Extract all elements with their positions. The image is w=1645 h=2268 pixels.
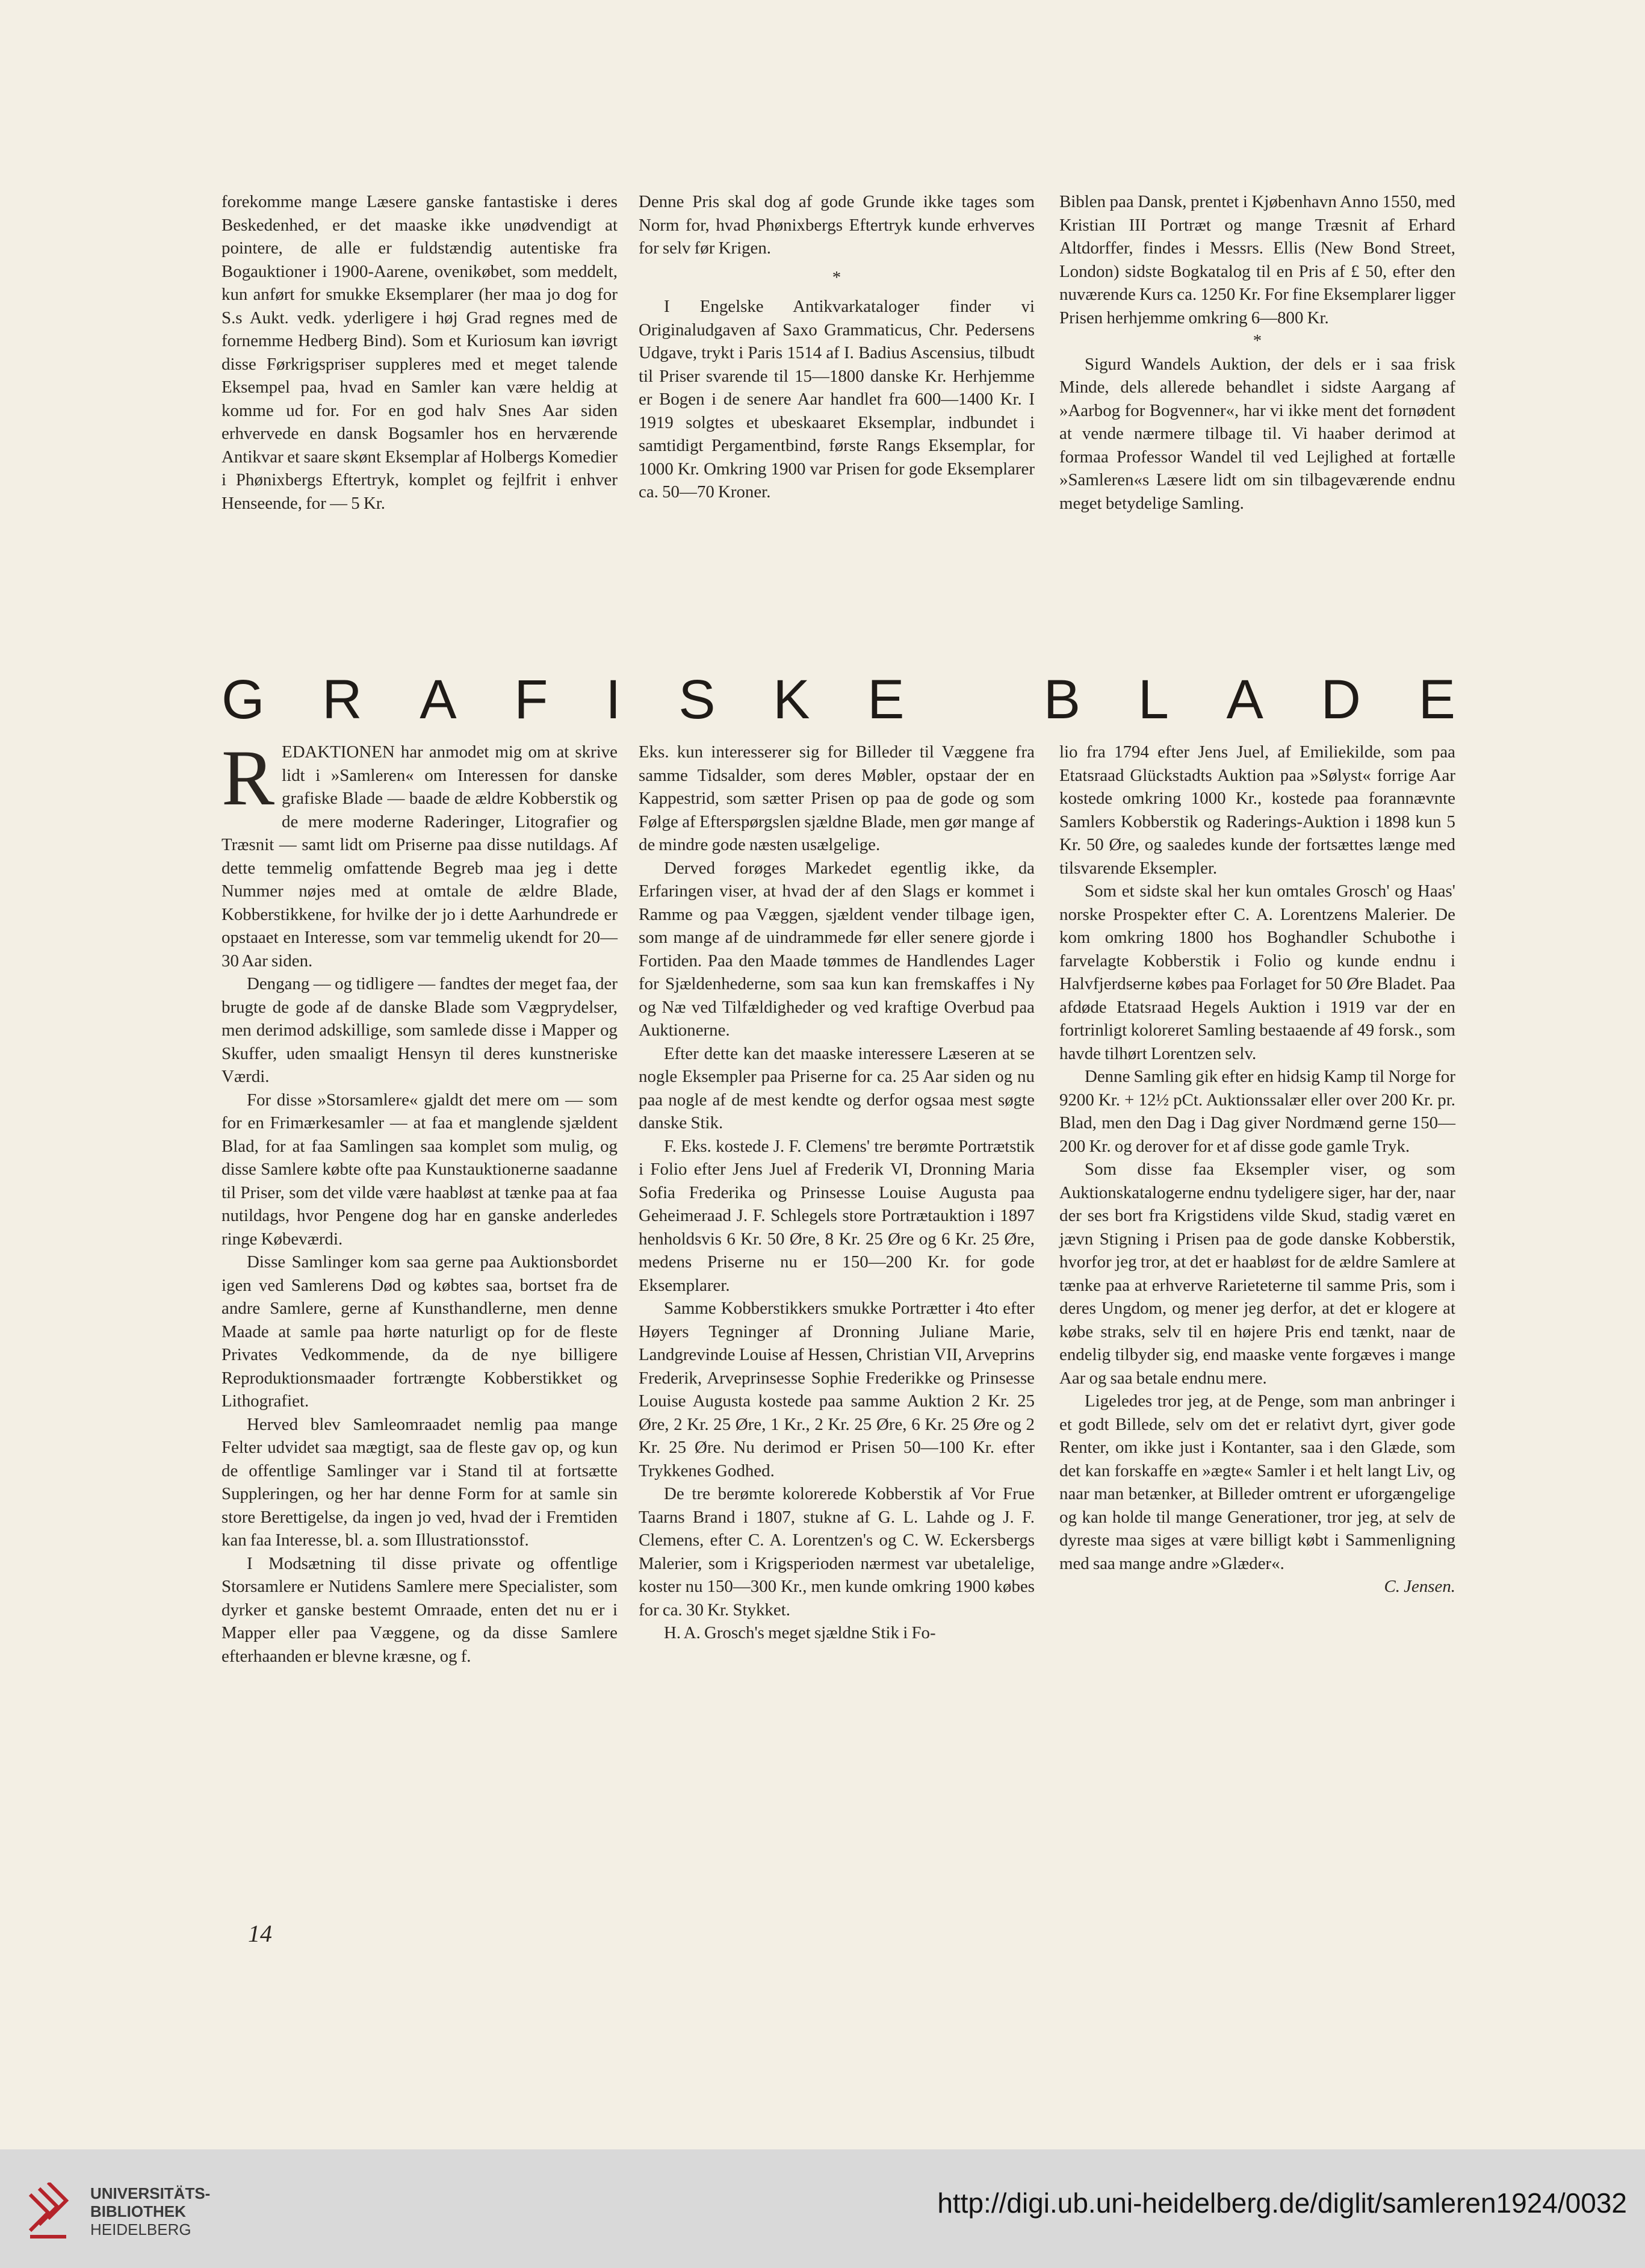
- heading-letter: I: [606, 668, 621, 730]
- heading-letter: E: [1418, 668, 1455, 730]
- article-paragraph: H. A. Grosch's meget sjældne Stik i Fo-: [664, 1623, 936, 1642]
- section-asterisk: *: [832, 267, 841, 287]
- article-column-1: [222, 733, 618, 1668]
- heading-letter: L: [1138, 668, 1169, 730]
- heading-letter: E: [867, 668, 905, 730]
- article-paragraph: Eks. kun interesserer sig for Billeder til Væggene fra samme Tidsalder, som deres Møbler, opstaar der en Kappestrid, som sætter Prisen op paa de gode og som Følge af Efterspørgslen sjældne Blade, men gør mange af de mindre gode næsten usælgelige.: [639, 742, 1035, 854]
- heading-letter: D: [1321, 668, 1361, 730]
- article-paragraph: Som et sidste skal her kun omtales Grosch' og Haas' norske Prospekter efter C. A. Lorentzens Malerier. De kom omkring 1800 hos Boghandler Schubothe i farvelagte Kobberstik i Folio og kunde endnu i Halvfjerdserne købes paa Forlaget for 50 Øre Bladet. Paa afdøde Etatsraad Hegels Auktion i 1919 var der en fortrinligt koloreret Samling bestaaende af 49 forsk., som havde tilhørt Lorentzen selv.: [1059, 881, 1455, 1063]
- article-paragraph: I Modsætning til disse private og offentlige Storsamlere er Nutidens Samlere mere Specialister, som dyrker et ganske bestemt Omraade, enten det nu er i Mapper eller paa Væggene, og da disse Samlere efterhaanden er blevne kræsne, og f.: [222, 1553, 618, 1666]
- article-paragraph: De tre berømte kolorerede Kobberstik af Vor Frue Taarns Brand i 1807, stukne af G. L. Lahde og J. F. Clemens, efter C. A. Lorentzen's og C. W. Eckersbergs Malerier, som i Krigsperioden nærmest var ubetalelige, koster nu 150—300 Kr., men kunde omkring 1900 købes for ca. 30 Kr. Stykket.: [639, 1484, 1035, 1620]
- heading-letter: A: [420, 668, 457, 730]
- top-column-1: [222, 190, 618, 515]
- library-name: UNIVERSITÄTS- BIBLIOTHEK HEIDELBERG: [90, 2184, 211, 2238]
- section-heading: [222, 670, 1455, 730]
- author-signature: C. Jensen.: [1384, 1577, 1455, 1596]
- source-url-link[interactable]: http://digi.ub.uni-heidelberg.de/diglit/samleren1924/0032: [937, 2187, 1627, 2219]
- article-paragraph: Efter dette kan det maaske interessere Læseren at se nogle Eksempler paa Priserne for ca. 25 Aar siden og nu paa nogle af de mest kendte og derfor ogsaa mest søgte danske Stik.: [639, 1043, 1035, 1132]
- article-paragraph: lio fra 1794 efter Jens Juel, af Emiliekilde, som paa Etatsraad Glückstadts Auktion paa »Sølyst« forrige Aar kostede omkring 1000 Kr., kostede paa forannævnte Samlers Kobberstik og Raderings-Auktion i 1898 kun 5 Kr. 50 Øre, og saaledes kunde der fortsættes længe med tilsvarende Eksempler.: [1059, 742, 1455, 878]
- top-column-3: [1059, 190, 1455, 515]
- section-asterisk: *: [1253, 331, 1262, 350]
- heading-letter: F: [514, 668, 548, 730]
- top-col2-paragraph-2: I Engelske Antikvarkataloger finder vi Originaludgaven af Saxo Grammaticus, Chr. Pedersens Udgave, trykt i Paris 1514 af I. Badius Ascensius, tilbudt til Priser svarende til 15—1800 danske Kr. Herhjemme er Bogen i de senere Aar handlet fra 600—1400 Kr. I 1919 solgtes et ubeskaaret Eksemplar, indbundet i samtidigt Pergamentbind, første Rangs Eksemplar, for 1000 Kr. Omkring 1900 var Prisen for gode Eksemplarer ca. 50—70 Kroner.: [639, 297, 1035, 502]
- top-column-2: [639, 190, 1035, 504]
- top-col2-paragraph-1: Denne Pris skal dog af gode Grunde ikke tages som Norm for, hvad Phønixbergs Eftertryk kunde erhverves for selv før Krigen.: [639, 192, 1035, 258]
- article-paragraph: Derved forøges Markedet egentlig ikke, da Erfaringen viser, at hvad der af den Slags er kommet i Ramme og paa Væggen, sjældent vender tilbage igen, som mange af de uindrammede før eller senere gjorde i Fortiden. Paa den Maade tømmes de Handlendes Lager for Sjældenhederne, som saa kun kan fremskaffes i Ny og Næ ved Tilfældigheder og ved kraftige Overbud paa Auktionerne.: [639, 858, 1035, 1040]
- heading-letter: G: [222, 668, 265, 730]
- top-col3-paragraph-2: Sigurd Wandels Auktion, der dels er i saa frisk Minde, dels allerede behandlet i sidste Aargang af »Aarbog for Bogvenner«, har vi ikke ment det fornødent at vende nærmere tilbage til. Vi haaber derimod at formaa Professor Wandel til ved Lejlighed at fortælle »Samleren«s Læsere lidt om sin tilbageværende endnu meget betydelige Samling.: [1059, 354, 1455, 513]
- university-library-logo-icon: [18, 2183, 78, 2243]
- heading-letter: K: [773, 668, 810, 730]
- article-column-2: [639, 741, 1035, 1645]
- article-paragraph: Herved blev Samleomraadet nemlig paa mange Felter udvidet saa mægtigt, saa de fleste gav op, og kun de offentlige Samlinger var i Stand til at fortsætte Suppleringen, og her har denne Form for at samle sin store Berettigelse, da ingen jo ved, hvad der i Fremtiden kan faa Interesse, bl. a. som Illustrationsstof.: [222, 1414, 618, 1550]
- article-paragraph: Disse Samlinger kom saa gerne paa Auktionsbordet igen ved Samlerens Død og købtes saa, bortset fra de andre Samlere, gerne af Kunsthandlerne, men denne Maade at samle paa hørte naturligt op for de fleste Privates Vedkommende, da de nye billigere Reproduktionsmaader fortrængte Kobberstikket og Lithografiet.: [222, 1252, 618, 1411]
- article-paragraph: Ligeledes tror jeg, at de Penge, som man anbringer i et godt Billede, selv om det er relativt dyrt, giver gode Renter, om ikke just i Kontanter, saa i den Glæde, som det kan forskaffe en »ægte« Samler i et helt langt Liv, og naar man betænker, at Billeder omtrent er uforgængelige og kan holde til mange Generationer, tror jeg, at selv de dyreste maa siges at være billigt købt i Sammenligning med saa mange andre »Glæder«.: [1059, 1391, 1455, 1573]
- article-paragraph-1: REDAKTIONEN har anmodet mig om at skrive lidt i »Samleren« om Interessen for danske grafiske Blade — baade de ældre Kobberstik og de mere moderne Raderinger, Litografier og Træsnit — samt lidt om Priserne paa disse nutildags. Af dette temmelig omfattende Begreb maa jeg i dette Nummer nøjes med at omtale de ældre Blade, Kobberstikkene, for hvilke der jo i dette Aarhundrede er opstaaet en Interesse, som var temmelig ukendt for 20—30 Aar siden.: [222, 733, 618, 971]
- heading-letter: B: [1043, 668, 1081, 730]
- article-paragraph: Dengang — og tidligere — fandtes der meget faa, der brugte de gode af de danske Blade som Vægprydelser, men derimod adskillige, som samlede disse i Mapper og Skuffer, uden smaaligt Hensyn til deres kunstneriske Værdi.: [222, 974, 618, 1086]
- drop-cap: R: [222, 733, 275, 822]
- article-paragraph: Som disse faa Eksempler viser, og som Auktionskatalogerne endnu tydeligere siger, har der, naar der ses bort fra Krigstidens vilde Skud, stadig været en jævn Stigning i Prisen paa de gode danske Kobberstik, hvorfor jeg tror, at det er haabløst for de ældre Samlere at tænke paa at erhverve Rarieteterne til samme Pris, som i deres Ungdom, og mener jeg derfor, at det er klogere at købe straks, selv til en højere Pris end tænkt, naar de endelig tilbyder sig, end maaske vente forgæves i mange Aar og saa betale endnu mere.: [1059, 1160, 1455, 1388]
- page-number: 14: [248, 1920, 272, 1947]
- article-column-3: [1059, 741, 1455, 1598]
- top-col3-paragraph-1: Biblen paa Dansk, prentet i Kjøbenhavn Anno 1550, med Kristian III Portræt og mange Træsnit af Erhard Altdorffer, findes i Messrs. Ellis (New Bond Street, London) sidste Bogkatalog til en Pris af £ 50, efter den nuværende Kurs ca. 1250 Kr. For fine Eksemplarer ligger Prisen herhjemme omkring 6—800 Kr.: [1059, 192, 1455, 328]
- article-paragraph: F. Eks. kostede J. F. Clemens' tre berømte Portrætstik i Folio efter Jens Juel af Frederik VI, Dronning Maria Sofia Frederika og Prinsesse Louise Augusta paa Geheimeraad J. F. Schlegels store Portrætauktion i 1897 henholdsvis 6 Kr. 50 Øre, 8 Kr. 25 Øre og 6 Kr. 25 Øre, medens Priserne nu er 150—200 Kr. for gode Eksemplarer.: [639, 1136, 1035, 1295]
- article-paragraph: For disse »Storsamlere« gjaldt det mere om — som for en Frimærkesamler — at faa et manglende sjældent Blad, for at faa Samlingen saa komplet som mulig, og disse Samlere købte ofte paa Kunstauktionerne saadanne til Priser, som det vilde være haabløst at tænke paa at faa nutildags, hvor Pengene dog har en ganske anderledes ringe Købeværdi.: [222, 1090, 618, 1249]
- heading-letter: S: [678, 668, 716, 730]
- heading-letter: A: [1226, 668, 1263, 730]
- article-paragraph: Samme Kobberstikkers smukke Portrætter i 4to efter Høyers Tegninger af Dronning Juliane Marie, Landgrevinde Louise af Hessen, Christian VII, Arveprins Frederik, Arveprinsesse Sophie Frederikke og Prinsesse Louise Augusta kostede paa samme Auktion 2 Kr. 25 Øre, 2 Kr. 25 Øre, 1 Kr., 2 Kr. 25 Øre, 6 Kr. 25 Øre og 2 Kr. 25 Øre. Nu derimod er Prisen 50—100 Kr. efter Trykkenes Godhed.: [639, 1299, 1035, 1480]
- article-paragraph: Denne Samling gik efter en hidsig Kamp til Norge for 9200 Kr. + 12½ pCt. Auktionssalær eller over 200 Kr. pr. Blad, men den Dag i Dag giver Nordmænd gerne 150—200 Kr. og derover for et af disse gode gamle Tryk.: [1059, 1067, 1455, 1156]
- heading-letter: R: [322, 668, 362, 730]
- top-col1-paragraph: forekomme mange Læsere ganske fantastiske i deres Beskedenhed, er det maaske ikke unødvendigt at pointere, de alle er fuldstændig autentiske fra Bogauktioner i 1900-Aarene, ovenikøbet, som meddelt, kun anført for smukke Eksemplarer (her maa jo dog for S.s Aukt. vedk. yderligere i høj Grad regnes med de fornemme Hedberg Bind). Som et Kuriosum kan iøvrigt disse Førkrigspriser suppleres med et meget talende Eksempel paa, hvad en Samler kan være heldig at komme ud for. For en god halv Snes Aar siden erhvervede en dansk Bogsamler hos en herværende Antikvar et saare skønt Eksemplar af Holbergs Komedier i Phønixbergs Eftertryk, komplet og fejlfrit i enhver Henseende, for — 5 Kr.: [222, 192, 618, 513]
- footer-bar: [0, 2149, 1645, 2268]
